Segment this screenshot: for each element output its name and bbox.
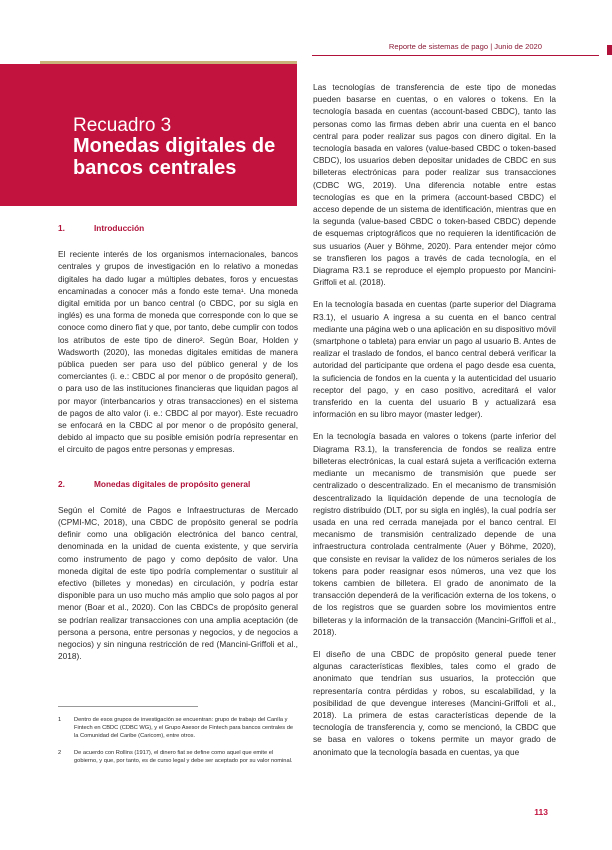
left-column: [58, 222, 298, 673]
section-title: Introducción: [94, 223, 145, 233]
body-paragraph: Según el Comité de Pagos e Infraestructuras de Mercado (CPMI-MC, 2018), una CBDC de propósito general se podría definir como una obligación electrónica del banco central, denominada en la unidad de cuenta existente, y que serviría como instrumento de pago y como depósito de valor. Una moneda digital de este tipo podría complementar o sustituir al efectivo (billetes y monedas) en circulación, y podría estar disponible para un uso mucho más amplio que solo pagos al por menor (Boar et al., 2020). Con las CBDCs de propósito general se podrían realizar transacciones con una amplia aceptación (de persona a persona, entre personas y negocios, y de negocios a negocios) y sin ninguna restricción de red (Mancini-Griffoli et al., 2018).: [58, 504, 298, 662]
section-number: 2.: [58, 478, 65, 489]
header-rule: [312, 55, 599, 56]
footnote-number: 2: [58, 749, 62, 756]
footnote: [58, 749, 298, 765]
footnote-text: Dentro de esos grupos de investigación se encuentran: grupo de trabajo del Canlla y Fintech en CBDC (CDBC WG), y el Grupo Asesor de Fintech para bancos centrales de la Comunidad del Caribe (Caricom), entre otros.: [74, 717, 294, 740]
body-paragraph: En la tecnología basada en valores o tokens (parte inferior del Diagrama R3.1), la transferencia de fondos se realiza entre billeteras electrónicas, la cual estará sujeta a verificación externa mediante un mecanismo de transmisión que puede ser centralizado o descentralizado. En el mecanismo de transmisión descentralizado la liquidación depende de una tecnología de registro distribuido (DLT, por su sigla en inglés), la cual podría ser usada en una red cerrada manejada por el banco central. El mecanismo de transmisión centralizado depende de una infraestructura controlada centralmente (Auer y Böhme, 2020), que consiste en revisar la validez de los números seriales de los tokens para poder reasignar esos números, una vez que los tokens cambien de billetera. El grado de anonimato de la transacción dependerá de la verificación externa de los tokens, o de los registros que se guarden sobre los movimientos entre billeteras y la información de la transacción (Mancini-Griffoli et al., 2018).: [313, 431, 556, 637]
footnote: [58, 716, 298, 741]
footnote-number: 1: [58, 717, 62, 723]
box-title: Monedas digitales de bancos centrales: [73, 135, 276, 179]
page-number: 113: [534, 807, 548, 817]
section-title: Monedas digitales de propósito general: [94, 478, 251, 489]
box-label: Recuadro 3: [73, 115, 172, 136]
footnote-text: De acuerdo con Rollins (1917), el dinero fiat se define como aquel que emite el gobierno, y que, por tanto, es de curso legal y debe ser aceptado por su valor nominal.: [74, 749, 293, 764]
section-heading: [58, 478, 298, 490]
body-paragraph: El reciente interés de los organismos internacionales, bancos centrales y grupos de investigación en lo relativo a monedas digitales ha dado lugar a múltiples debates, foros y encuestas encaminadas a conocer más a fondo este tema¹. Una moneda digital emitida por un banco central (o CBDC, por su sigla en inglés) es una forma de moneda que corresponde con lo que se conoce como dinero fiat y que, por tanto, debe cumplir con todos los atributos de este tipo de dinero². Según Boar, Holden y Wadsworth (2020), las monedas digitales emitidas de manera pública pueden ser para uso del público general y de los comerciantes (i. e.: CBDC al por menor o de propósito general), o para uso de las instituciones financieras que liquidan pagos al por mayor (interbancarios y otras transacciones) en el sistema de pagos de alto valor (i. e.: CBDC al por mayor). Este recuadro se enfocará en la CBDC al por menor o de propósito general, debido al impacto que su posible emisión podría representar en el circuito de pagos entre personas y empresas.: [58, 249, 298, 455]
body-paragraph: Las tecnologías de transferencia de este tipo de monedas pueden basarse en cuentas, o en valores o tokens. En la tecnología basada en cuentas (account-based CBDC), tanto las personas como las firmas deben abrir una cuenta en el banco central para poder realizar sus pagos con dinero digital. En la tecnología basada en valores (value-based CBDC o token-based CBDC), los usuarios deben depositar unidades de CBDC en sus billeteras electrónicas para poder realizar sus transacciones (CDBC WG, 2019). Una diferencia notable entre estas tecnologías es que en la primera (account-based CBDC) el acceso depende de un sistema de identificación, mientras que en la segunda (value-based CBDC o token-based CBDC) depende de esquemas criptográficos que no requieren la identificación de sus usuarios (Auer y Böhme, 2020). Para entender mejor cómo se transfieren los pagos a través de cada tecnología, en el Diagrama R3.1 se reproduce el ejemplo propuesto por Mancini-Griffoli et al. (2018).: [313, 82, 556, 288]
running-header: Reporte de sistemas de pago | Junio de 2020: [388, 42, 542, 51]
body-paragraph: El diseño de una CBDC de propósito general puede tener algunas características flexibles, tales como el grado de anonimato que tendrían sus usuarios, la protección que representaría contra pérdidas y robos, su escalabilidad, y la posibilidad de que devengue intereses (Mancini-Griffoli et al., 2018). La primera de estas características depende de la tecnología de transferencia y, como se mencionó, la CBDC que se basa en valores o tokens permite un mayor grado de anonimato que la tecnología basada en cuentas, ya que: [313, 648, 556, 757]
header-tab-marker: [607, 45, 612, 55]
footnote-rule: [58, 706, 198, 707]
right-column: [313, 81, 556, 768]
section-number: 1.: [58, 223, 65, 233]
footnotes: [58, 716, 298, 773]
section-heading: [58, 222, 298, 234]
body-paragraph: En la tecnología basada en cuentas (parte superior del Diagrama R3.1), el usuario A ingresa a su cuenta en el banco central mediante una página web o una aplicación en su dispositivo móvil (smartphone o tableta) para enviar un pago al usuario B. Antes de realizar el traslado de fondos, el banco central deberá verificar la autoridad del participante que ordena el pago desde esa cuenta, la suficiencia de fondos en la cuenta y la autenticidad del usuario receptor del pago, y en caso positivo, acreditará el valor transferido en la cuenta del usuario B y actualizará esa información en su libro mayor (master ledger).: [313, 299, 556, 420]
